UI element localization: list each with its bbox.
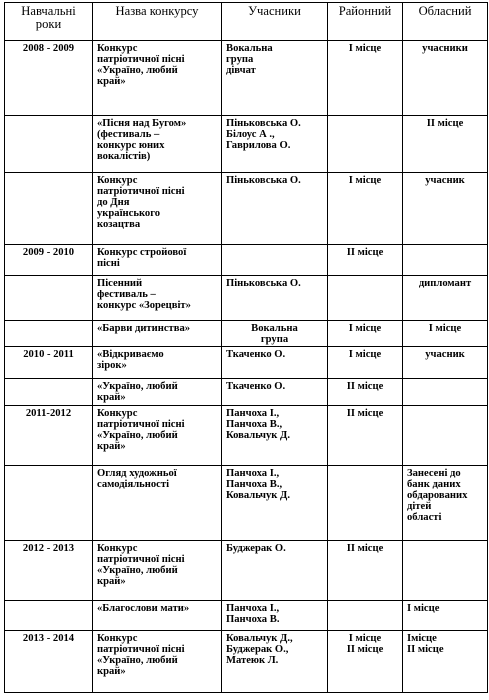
- cell-year: [5, 379, 93, 406]
- cell-district: [328, 601, 403, 631]
- cell-participants: Ткаченко О.: [222, 379, 328, 406]
- table-row: [5, 466, 488, 541]
- cell-year: [5, 173, 93, 245]
- cell-district: ІІ місце: [328, 406, 403, 466]
- table-row: [5, 116, 488, 173]
- cell-regional: І місце: [403, 321, 488, 347]
- header-row: [5, 3, 488, 41]
- cell-participants: Ковальчук Д., Буджерак О., Матеюк Л.: [222, 631, 328, 693]
- cell-district: ІІ місце: [328, 379, 403, 406]
- table-row: [5, 541, 488, 601]
- header-participants: Учасники: [222, 3, 328, 41]
- cell-participants: Панчоха І., Панчоха В., Ковальчук Д.: [222, 406, 328, 466]
- cell-year: 2008 - 2009: [5, 41, 93, 116]
- table-row: [5, 406, 488, 466]
- cell-regional: учасник: [403, 347, 488, 379]
- cell-contest: Конкурс патріотичної пісні «Україно, любий край»: [93, 406, 222, 466]
- cell-district: [328, 466, 403, 541]
- cell-contest: Пісенний фестиваль – конкурс «Зорецвіт»: [93, 276, 222, 321]
- cell-participants: Буджерак О.: [222, 541, 328, 601]
- header-regional: Обласний: [403, 3, 488, 41]
- cell-contest: «Україно, любий край»: [93, 379, 222, 406]
- cell-district: І місце ІІ місце: [328, 631, 403, 693]
- cell-year: 2009 - 2010: [5, 245, 93, 276]
- cell-participants: Вокальна група: [222, 321, 328, 347]
- cell-regional: учасник: [403, 173, 488, 245]
- cell-contest: Конкурс стройової пісні: [93, 245, 222, 276]
- cell-contest: «Відкриваємо зірок»: [93, 347, 222, 379]
- cell-participants: Вокальна група дівчат: [222, 41, 328, 116]
- cell-regional: [403, 406, 488, 466]
- cell-participants: Піньковська О.: [222, 173, 328, 245]
- cell-year: [5, 276, 93, 321]
- cell-district: І місце: [328, 41, 403, 116]
- cell-regional: [403, 379, 488, 406]
- cell-regional: [403, 245, 488, 276]
- cell-regional: ІІ місце: [403, 116, 488, 173]
- cell-regional: учасники: [403, 41, 488, 116]
- cell-year: [5, 466, 93, 541]
- header-contest: Назва конкурсу: [93, 3, 222, 41]
- cell-regional: [403, 541, 488, 601]
- table-row: [5, 379, 488, 406]
- table-row: [5, 245, 488, 276]
- cell-contest: Конкурс патріотичної пісні «Україно, любий край»: [93, 541, 222, 601]
- cell-district: [328, 276, 403, 321]
- cell-contest: Огляд художньої самодіяльності: [93, 466, 222, 541]
- header-years: Навчальні роки: [5, 3, 93, 41]
- cell-year: [5, 116, 93, 173]
- cell-contest: «Барви дитинства»: [93, 321, 222, 347]
- cell-participants: Піньковська О.: [222, 276, 328, 321]
- cell-regional: дипломант: [403, 276, 488, 321]
- table-row: [5, 321, 488, 347]
- cell-regional: Занесені до банк даних обдарованих дітей області: [403, 466, 488, 541]
- cell-contest: «Пісня над Бугом» (фестиваль – конкурс юних вокалістів): [93, 116, 222, 173]
- cell-district: ІІ місце: [328, 245, 403, 276]
- table-row: [5, 276, 488, 321]
- cell-year: 2013 - 2014: [5, 631, 93, 693]
- cell-contest: Конкурс патріотичної пісні «Україно, любий край»: [93, 631, 222, 693]
- cell-year: 2010 - 2011: [5, 347, 93, 379]
- cell-district: [328, 116, 403, 173]
- cell-district: ІІ місце: [328, 541, 403, 601]
- table-row: [5, 631, 488, 693]
- cell-participants: Панчоха І., Панчоха В., Ковальчук Д.: [222, 466, 328, 541]
- cell-year: [5, 601, 93, 631]
- competitions-table: [4, 2, 488, 693]
- cell-regional: І місце: [403, 601, 488, 631]
- cell-contest: «Благослови мати»: [93, 601, 222, 631]
- cell-regional: Імісце ІІ місце: [403, 631, 488, 693]
- cell-participants: Ткаченко О.: [222, 347, 328, 379]
- cell-participants: [222, 245, 328, 276]
- cell-year: 2011-2012: [5, 406, 93, 466]
- table-row: [5, 173, 488, 245]
- table-row: [5, 601, 488, 631]
- table-row: [5, 41, 488, 116]
- cell-district: І місце: [328, 321, 403, 347]
- cell-year: 2012 - 2013: [5, 541, 93, 601]
- header-district: Районний: [328, 3, 403, 41]
- cell-participants: Панчоха І., Панчоха В.: [222, 601, 328, 631]
- cell-district: І місце: [328, 347, 403, 379]
- table-row: [5, 347, 488, 379]
- cell-district: І місце: [328, 173, 403, 245]
- cell-contest: Конкурс патріотичної пісні «Україно, любий край»: [93, 41, 222, 116]
- cell-year: [5, 321, 93, 347]
- cell-participants: Піньковська О. Білоус А ., Гаврилова О.: [222, 116, 328, 173]
- cell-contest: Конкурс патріотичної пісні до Дня українського козацтва: [93, 173, 222, 245]
